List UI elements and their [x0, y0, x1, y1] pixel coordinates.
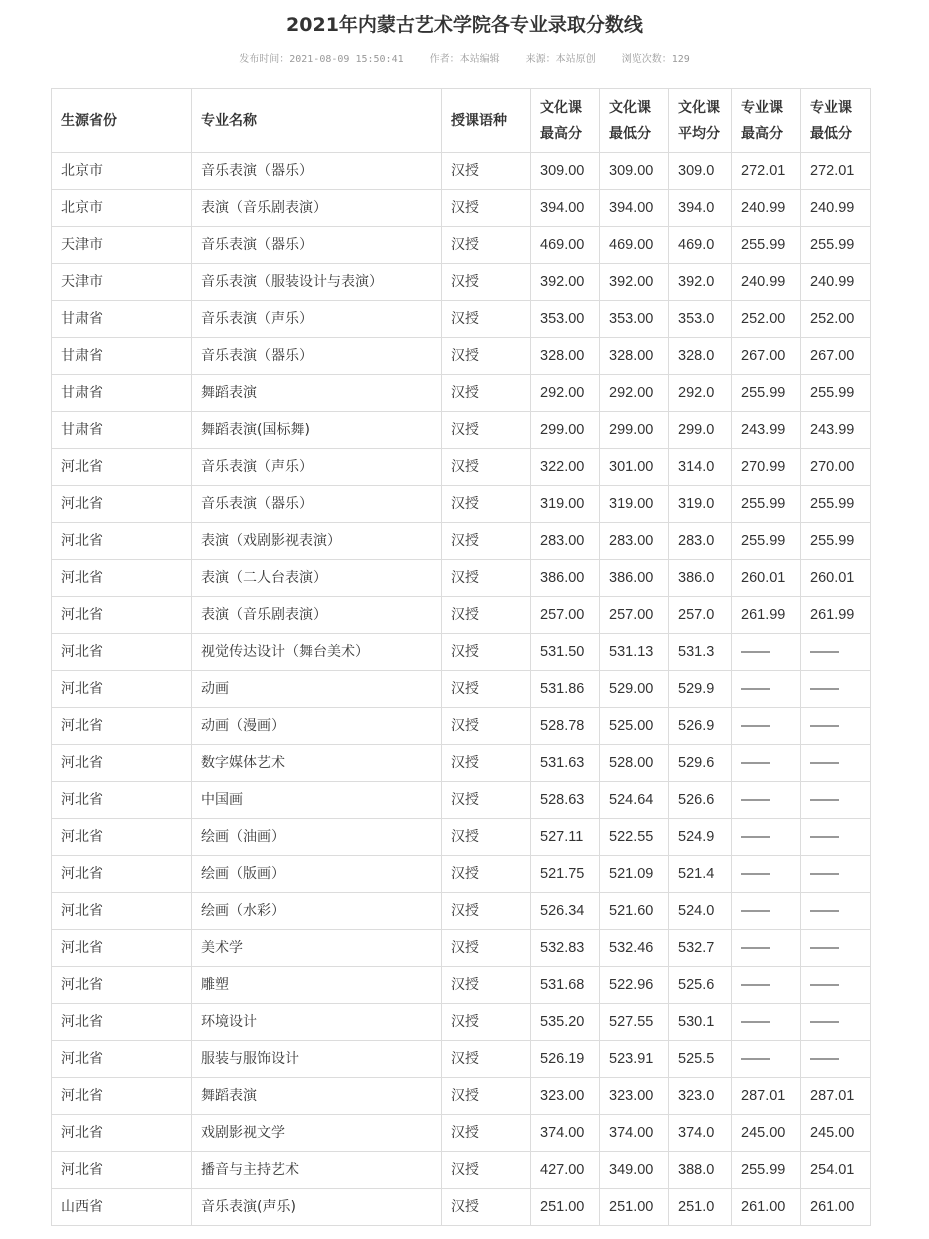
province-cell: 甘肃省	[52, 412, 192, 449]
culture-min-cell: 309.00	[600, 153, 669, 190]
culture-max-cell: 427.00	[531, 1152, 600, 1189]
culture-max-cell: 322.00	[531, 449, 600, 486]
prof-max-cell: ——	[732, 893, 801, 930]
prof-max-cell: 267.00	[732, 338, 801, 375]
prof-min-cell: 261.00	[801, 1189, 871, 1226]
prof-min-cell: ——	[801, 819, 871, 856]
culture-avg-cell: 299.0	[669, 412, 732, 449]
culture-max-cell: 531.68	[531, 967, 600, 1004]
language-cell: 汉授	[442, 967, 531, 1004]
table-row	[52, 1041, 871, 1078]
culture-min-cell: 528.00	[600, 745, 669, 782]
language-cell: 汉授	[442, 227, 531, 264]
prof-max-cell: ——	[732, 856, 801, 893]
culture-min-cell: 251.00	[600, 1189, 669, 1226]
culture-max-cell: 292.00	[531, 375, 600, 412]
header-culture-avg	[669, 89, 732, 153]
culture-avg-cell: 521.4	[669, 856, 732, 893]
culture-min-cell: 392.00	[600, 264, 669, 301]
culture-min-cell: 529.00	[600, 671, 669, 708]
table-row	[52, 264, 871, 301]
table-row	[52, 338, 871, 375]
prof-min-cell: ——	[801, 856, 871, 893]
view-count: 浏览次数：129	[621, 54, 690, 65]
table-row	[52, 1189, 871, 1226]
major-cell: 表演（二人台表演）	[192, 560, 442, 597]
culture-avg-cell: 374.0	[669, 1115, 732, 1152]
table-row	[52, 782, 871, 819]
header-province: 生源省份	[52, 89, 192, 153]
culture-max-cell: 309.00	[531, 153, 600, 190]
culture-max-cell: 469.00	[531, 227, 600, 264]
culture-avg-cell: 529.9	[669, 671, 732, 708]
culture-min-cell: 328.00	[600, 338, 669, 375]
culture-avg-cell: 323.0	[669, 1078, 732, 1115]
prof-max-cell: 287.01	[732, 1078, 801, 1115]
table-row	[52, 930, 871, 967]
culture-avg-cell: 388.0	[669, 1152, 732, 1189]
culture-max-cell: 526.34	[531, 893, 600, 930]
province-cell: 河北省	[52, 967, 192, 1004]
header-line: 专业课	[741, 99, 783, 116]
culture-max-cell: 299.00	[531, 412, 600, 449]
table-header-row	[52, 89, 871, 153]
culture-max-cell: 528.63	[531, 782, 600, 819]
province-cell: 河北省	[52, 819, 192, 856]
prof-max-cell: ——	[732, 708, 801, 745]
province-cell: 天津市	[52, 227, 192, 264]
prof-min-cell: ——	[801, 1041, 871, 1078]
major-cell: 音乐表演（器乐）	[192, 153, 442, 190]
prof-max-cell: 243.99	[732, 412, 801, 449]
major-cell: 舞蹈表演	[192, 1078, 442, 1115]
culture-max-cell: 535.20	[531, 1004, 600, 1041]
language-cell: 汉授	[442, 523, 531, 560]
header-line: 最低分	[810, 125, 852, 142]
language-cell: 汉授	[442, 1189, 531, 1226]
page-title: 2021年内蒙古艺术学院各专业录取分数线	[286, 14, 643, 36]
header-culture-max	[531, 89, 600, 153]
province-cell: 河北省	[52, 893, 192, 930]
culture-avg-cell: 526.6	[669, 782, 732, 819]
header-prof-min	[801, 89, 871, 153]
language-cell: 汉授	[442, 560, 531, 597]
language-cell: 汉授	[442, 597, 531, 634]
province-cell: 河北省	[52, 1152, 192, 1189]
culture-min-cell: 301.00	[600, 449, 669, 486]
prof-max-cell: 255.99	[732, 227, 801, 264]
province-cell: 河北省	[52, 930, 192, 967]
culture-max-cell: 328.00	[531, 338, 600, 375]
prof-max-cell: ——	[732, 671, 801, 708]
culture-max-cell: 532.83	[531, 930, 600, 967]
prof-min-cell: ——	[801, 930, 871, 967]
province-cell: 河北省	[52, 1078, 192, 1115]
culture-min-cell: 283.00	[600, 523, 669, 560]
table-row	[52, 1152, 871, 1189]
table-row	[52, 708, 871, 745]
culture-min-cell: 394.00	[600, 190, 669, 227]
prof-min-cell: 240.99	[801, 264, 871, 301]
language-cell: 汉授	[442, 1041, 531, 1078]
table-row	[52, 523, 871, 560]
major-cell: 绘画（版画）	[192, 856, 442, 893]
language-cell: 汉授	[442, 782, 531, 819]
prof-min-cell: ——	[801, 967, 871, 1004]
major-cell: 播音与主持艺术	[192, 1152, 442, 1189]
table-row	[52, 375, 871, 412]
culture-max-cell: 323.00	[531, 1078, 600, 1115]
language-cell: 汉授	[442, 1078, 531, 1115]
province-cell: 河北省	[52, 1041, 192, 1078]
table-row	[52, 967, 871, 1004]
culture-min-cell: 522.96	[600, 967, 669, 1004]
province-cell: 河北省	[52, 1115, 192, 1152]
province-cell: 天津市	[52, 264, 192, 301]
prof-min-cell: 287.01	[801, 1078, 871, 1115]
culture-max-cell: 374.00	[531, 1115, 600, 1152]
language-cell: 汉授	[442, 1004, 531, 1041]
table-row	[52, 597, 871, 634]
table-row	[52, 819, 871, 856]
language-cell: 汉授	[442, 893, 531, 930]
prof-min-cell: ——	[801, 782, 871, 819]
province-cell: 河北省	[52, 1004, 192, 1041]
prof-min-cell: 243.99	[801, 412, 871, 449]
province-cell: 河北省	[52, 449, 192, 486]
prof-max-cell: 245.00	[732, 1115, 801, 1152]
article-meta	[0, 52, 929, 68]
table-row	[52, 301, 871, 338]
header-line: 平均分	[678, 125, 720, 142]
prof-min-cell: 254.01	[801, 1152, 871, 1189]
table-row	[52, 412, 871, 449]
major-cell: 音乐表演(声乐)	[192, 1189, 442, 1226]
culture-avg-cell: 251.0	[669, 1189, 732, 1226]
province-cell: 河北省	[52, 486, 192, 523]
language-cell: 汉授	[442, 375, 531, 412]
culture-avg-cell: 469.0	[669, 227, 732, 264]
province-cell: 甘肃省	[52, 375, 192, 412]
header-line: 最高分	[540, 125, 582, 142]
culture-avg-cell: 283.0	[669, 523, 732, 560]
province-cell: 河北省	[52, 708, 192, 745]
prof-max-cell: ——	[732, 819, 801, 856]
culture-max-cell: 527.11	[531, 819, 600, 856]
major-cell: 音乐表演（声乐）	[192, 301, 442, 338]
language-cell: 汉授	[442, 486, 531, 523]
culture-avg-cell: 530.1	[669, 1004, 732, 1041]
table-row	[52, 190, 871, 227]
table-row	[52, 153, 871, 190]
prof-max-cell: ——	[732, 634, 801, 671]
prof-max-cell: 240.99	[732, 190, 801, 227]
prof-max-cell: 261.99	[732, 597, 801, 634]
province-cell: 甘肃省	[52, 338, 192, 375]
culture-min-cell: 299.00	[600, 412, 669, 449]
language-cell: 汉授	[442, 745, 531, 782]
culture-max-cell: 531.63	[531, 745, 600, 782]
language-cell: 汉授	[442, 1152, 531, 1189]
language-cell: 汉授	[442, 1115, 531, 1152]
prof-max-cell: ——	[732, 1004, 801, 1041]
language-cell: 汉授	[442, 449, 531, 486]
prof-min-cell: 240.99	[801, 190, 871, 227]
major-cell: 音乐表演（器乐）	[192, 338, 442, 375]
major-cell: 绘画（水彩）	[192, 893, 442, 930]
culture-min-cell: 323.00	[600, 1078, 669, 1115]
table-row	[52, 634, 871, 671]
province-cell: 河北省	[52, 671, 192, 708]
province-cell: 甘肃省	[52, 301, 192, 338]
header-major: 专业名称	[192, 89, 442, 153]
prof-min-cell: ——	[801, 671, 871, 708]
prof-max-cell: 255.99	[732, 375, 801, 412]
culture-avg-cell: 394.0	[669, 190, 732, 227]
table-row	[52, 745, 871, 782]
major-cell: 音乐表演（声乐）	[192, 449, 442, 486]
culture-min-cell: 386.00	[600, 560, 669, 597]
table-row	[52, 893, 871, 930]
prof-min-cell: 272.01	[801, 153, 871, 190]
culture-min-cell: 523.91	[600, 1041, 669, 1078]
table-row	[52, 560, 871, 597]
prof-min-cell: ——	[801, 1004, 871, 1041]
culture-max-cell: 531.50	[531, 634, 600, 671]
major-cell: 中国画	[192, 782, 442, 819]
prof-min-cell: 255.99	[801, 375, 871, 412]
table-row	[52, 227, 871, 264]
culture-min-cell: 257.00	[600, 597, 669, 634]
header-prof-max	[732, 89, 801, 153]
province-cell: 河北省	[52, 856, 192, 893]
table-row	[52, 856, 871, 893]
culture-max-cell: 531.86	[531, 671, 600, 708]
prof-max-cell: 240.99	[732, 264, 801, 301]
culture-avg-cell: 529.6	[669, 745, 732, 782]
culture-max-cell: 353.00	[531, 301, 600, 338]
major-cell: 表演（戏剧影视表演）	[192, 523, 442, 560]
language-cell: 汉授	[442, 634, 531, 671]
culture-min-cell: 349.00	[600, 1152, 669, 1189]
culture-max-cell: 283.00	[531, 523, 600, 560]
major-cell: 视觉传达设计（舞台美术）	[192, 634, 442, 671]
language-cell: 汉授	[442, 412, 531, 449]
culture-min-cell: 532.46	[600, 930, 669, 967]
prof-min-cell: ——	[801, 634, 871, 671]
header-line: 最低分	[609, 125, 651, 142]
language-cell: 汉授	[442, 708, 531, 745]
major-cell: 舞蹈表演	[192, 375, 442, 412]
header-language: 授课语种	[442, 89, 531, 153]
culture-max-cell: 257.00	[531, 597, 600, 634]
header-line: 文化课	[540, 99, 582, 116]
prof-min-cell: ——	[801, 893, 871, 930]
major-cell: 表演（音乐剧表演）	[192, 597, 442, 634]
language-cell: 汉授	[442, 301, 531, 338]
prof-max-cell: ——	[732, 930, 801, 967]
culture-min-cell: 527.55	[600, 1004, 669, 1041]
culture-min-cell: 521.60	[600, 893, 669, 930]
culture-max-cell: 251.00	[531, 1189, 600, 1226]
culture-avg-cell: 524.9	[669, 819, 732, 856]
prof-min-cell: 245.00	[801, 1115, 871, 1152]
culture-min-cell: 522.55	[600, 819, 669, 856]
culture-min-cell: 469.00	[600, 227, 669, 264]
author: 作者：本站编辑	[429, 54, 500, 65]
province-cell: 河北省	[52, 782, 192, 819]
culture-min-cell: 521.09	[600, 856, 669, 893]
major-cell: 数字媒体艺术	[192, 745, 442, 782]
major-cell: 舞蹈表演(国标舞)	[192, 412, 442, 449]
prof-min-cell: 270.00	[801, 449, 871, 486]
culture-min-cell: 531.13	[600, 634, 669, 671]
prof-max-cell: 255.99	[732, 486, 801, 523]
province-cell: 河北省	[52, 560, 192, 597]
table-row	[52, 1115, 871, 1152]
language-cell: 汉授	[442, 930, 531, 967]
table-body	[52, 153, 871, 1226]
table-row	[52, 1004, 871, 1041]
culture-max-cell: 386.00	[531, 560, 600, 597]
culture-min-cell: 374.00	[600, 1115, 669, 1152]
language-cell: 汉授	[442, 264, 531, 301]
prof-max-cell: ——	[732, 967, 801, 1004]
province-cell: 北京市	[52, 190, 192, 227]
prof-max-cell: 252.00	[732, 301, 801, 338]
province-cell: 河北省	[52, 634, 192, 671]
culture-max-cell: 319.00	[531, 486, 600, 523]
major-cell: 表演（音乐剧表演）	[192, 190, 442, 227]
culture-max-cell: 392.00	[531, 264, 600, 301]
prof-min-cell: 255.99	[801, 523, 871, 560]
prof-max-cell: 272.01	[732, 153, 801, 190]
header-line: 专业课	[810, 99, 852, 116]
table-row	[52, 671, 871, 708]
prof-min-cell: ——	[801, 745, 871, 782]
major-cell: 服装与服饰设计	[192, 1041, 442, 1078]
language-cell: 汉授	[442, 338, 531, 375]
source: 来源：本站原创	[525, 54, 596, 65]
admission-score-table	[51, 88, 871, 1226]
prof-min-cell: ——	[801, 708, 871, 745]
province-cell: 北京市	[52, 153, 192, 190]
language-cell: 汉授	[442, 153, 531, 190]
major-cell: 动画	[192, 671, 442, 708]
major-cell: 戏剧影视文学	[192, 1115, 442, 1152]
table-row	[52, 486, 871, 523]
major-cell: 动画（漫画）	[192, 708, 442, 745]
province-cell: 河北省	[52, 745, 192, 782]
prof-max-cell: 260.01	[732, 560, 801, 597]
language-cell: 汉授	[442, 856, 531, 893]
culture-max-cell: 394.00	[531, 190, 600, 227]
culture-max-cell: 521.75	[531, 856, 600, 893]
culture-avg-cell: 328.0	[669, 338, 732, 375]
language-cell: 汉授	[442, 190, 531, 227]
prof-min-cell: 255.99	[801, 486, 871, 523]
major-cell: 美术学	[192, 930, 442, 967]
prof-min-cell: 255.99	[801, 227, 871, 264]
culture-min-cell: 353.00	[600, 301, 669, 338]
table-row	[52, 449, 871, 486]
culture-avg-cell: 314.0	[669, 449, 732, 486]
header-line: 最高分	[741, 125, 783, 142]
culture-avg-cell: 532.7	[669, 930, 732, 967]
major-cell: 绘画（油画）	[192, 819, 442, 856]
culture-min-cell: 524.64	[600, 782, 669, 819]
major-cell: 音乐表演（器乐）	[192, 227, 442, 264]
culture-avg-cell: 319.0	[669, 486, 732, 523]
culture-min-cell: 525.00	[600, 708, 669, 745]
publish-time: 发布时间：2021-08-09 15:50:41	[239, 54, 404, 65]
prof-min-cell: 260.01	[801, 560, 871, 597]
culture-avg-cell: 531.3	[669, 634, 732, 671]
prof-max-cell: 261.00	[732, 1189, 801, 1226]
culture-min-cell: 292.00	[600, 375, 669, 412]
culture-max-cell: 526.19	[531, 1041, 600, 1078]
province-cell: 山西省	[52, 1189, 192, 1226]
header-line: 文化课	[609, 99, 651, 116]
culture-avg-cell: 257.0	[669, 597, 732, 634]
culture-avg-cell: 525.6	[669, 967, 732, 1004]
prof-max-cell: ——	[732, 782, 801, 819]
prof-max-cell: 255.99	[732, 523, 801, 560]
header-line: 文化课	[678, 99, 720, 116]
major-cell: 环境设计	[192, 1004, 442, 1041]
language-cell: 汉授	[442, 671, 531, 708]
major-cell: 音乐表演（器乐）	[192, 486, 442, 523]
table-row	[52, 1078, 871, 1115]
prof-max-cell: 270.99	[732, 449, 801, 486]
prof-max-cell: ——	[732, 745, 801, 782]
prof-max-cell: 255.99	[732, 1152, 801, 1189]
major-cell: 音乐表演（服装设计与表演）	[192, 264, 442, 301]
prof-min-cell: 267.00	[801, 338, 871, 375]
culture-avg-cell: 392.0	[669, 264, 732, 301]
province-cell: 河北省	[52, 597, 192, 634]
culture-min-cell: 319.00	[600, 486, 669, 523]
culture-max-cell: 528.78	[531, 708, 600, 745]
major-cell: 雕塑	[192, 967, 442, 1004]
prof-max-cell: ——	[732, 1041, 801, 1078]
prof-min-cell: 261.99	[801, 597, 871, 634]
header-culture-min	[600, 89, 669, 153]
province-cell: 河北省	[52, 523, 192, 560]
culture-avg-cell: 524.0	[669, 893, 732, 930]
culture-avg-cell: 386.0	[669, 560, 732, 597]
culture-avg-cell: 353.0	[669, 301, 732, 338]
language-cell: 汉授	[442, 819, 531, 856]
culture-avg-cell: 309.0	[669, 153, 732, 190]
culture-avg-cell: 526.9	[669, 708, 732, 745]
culture-avg-cell: 525.5	[669, 1041, 732, 1078]
prof-min-cell: 252.00	[801, 301, 871, 338]
culture-avg-cell: 292.0	[669, 375, 732, 412]
